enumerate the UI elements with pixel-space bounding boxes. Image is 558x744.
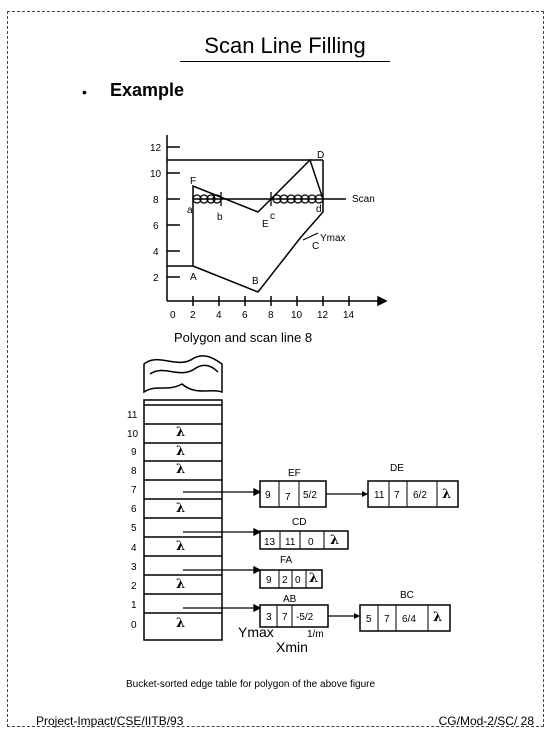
edge-label: AB <box>283 594 297 605</box>
y-tick-label: 6 <box>153 221 159 232</box>
vertex-label-b: B <box>252 276 259 287</box>
edge-label: BC <box>400 590 414 601</box>
null-marker: λ <box>176 539 186 554</box>
null-marker: λ <box>176 444 186 459</box>
edge-list-ef <box>260 468 368 507</box>
edge-cell: 5/2 <box>303 490 317 501</box>
row-label: 2 <box>131 581 137 592</box>
edge-cell: 7 <box>384 614 390 625</box>
row-label: 1 <box>131 600 137 611</box>
vertex-label-f: F <box>190 176 197 187</box>
vertex-label-e: E <box>262 219 269 230</box>
slide-title: Scan Line Filling <box>180 32 390 62</box>
row-label: 5 <box>131 523 137 534</box>
null-marker: λ <box>176 462 186 477</box>
edge-cell: 0 <box>295 575 301 586</box>
polygon-caption: Polygon and scan line 8 <box>174 330 313 345</box>
y-tick-label: 12 <box>150 143 162 154</box>
x-tick-label: 12 <box>317 310 329 321</box>
row-label: 8 <box>131 466 137 477</box>
edge-label: DE <box>390 463 404 474</box>
row-label: 10 <box>127 429 139 440</box>
row-label: 6 <box>131 504 137 515</box>
row-label: 0 <box>131 620 137 631</box>
x-tick-label: 0 <box>170 310 176 321</box>
null-marker: λ <box>176 616 186 631</box>
row-label: 3 <box>131 562 137 573</box>
edge-list-fa <box>260 555 322 588</box>
y-tick-label: 8 <box>153 195 159 206</box>
footer-page: CG/Mod-2/SC/ 28 <box>438 714 534 728</box>
x-tick-label: 8 <box>268 310 274 321</box>
edge-cell: 6/2 <box>413 490 427 501</box>
edge-table-caption: Bucket-sorted edge table for polygon of the above figure <box>126 679 376 690</box>
null-marker: λ <box>176 425 186 440</box>
edge-table <box>144 356 222 640</box>
null-marker: λ <box>433 610 443 625</box>
edge-list-cd <box>260 517 348 549</box>
edge-label: EF <box>288 468 301 479</box>
x-tick-label: 10 <box>291 310 303 321</box>
footer-course: Project-Impact/CSE/IITB/93 <box>36 714 184 728</box>
edge-cell: 6/4 <box>402 614 416 625</box>
edge-cell: 3 <box>266 612 272 623</box>
scan-label: Scan <box>352 194 375 205</box>
x-tick-label: 14 <box>343 310 355 321</box>
null-marker: λ <box>176 577 186 592</box>
field-label-slope: 1/m <box>307 629 324 640</box>
edge-list-ab <box>260 594 360 627</box>
y-tick-label: 2 <box>153 273 159 284</box>
edge-label: FA <box>280 555 293 566</box>
y-tick-labels <box>150 143 162 284</box>
field-label-ymax: Ymax <box>238 624 274 640</box>
x-tick-label: 6 <box>242 310 248 321</box>
field-label-xmin: Xmin <box>276 639 308 655</box>
bullet: • <box>82 84 87 100</box>
torn-top <box>144 356 222 392</box>
null-marker: λ <box>330 533 340 548</box>
example-label: Example <box>110 80 185 100</box>
edge-cell: 7 <box>285 492 291 503</box>
null-marker: λ <box>309 571 319 586</box>
polygon-outline <box>193 160 323 292</box>
vertex-label-c: C <box>312 241 320 252</box>
ymax-label: Ymax <box>320 233 346 244</box>
null-marker: λ <box>176 501 186 516</box>
intersection-label: d <box>316 204 322 215</box>
null-marker: λ <box>442 487 452 502</box>
bucket-row-labels <box>127 410 139 631</box>
edge-list-bc <box>360 590 450 631</box>
polygon-figure <box>167 135 386 306</box>
intersection-label: b <box>217 212 223 223</box>
vertex-label-a: A <box>190 272 197 283</box>
edge-cell: 2 <box>282 575 288 586</box>
row-label: 9 <box>131 447 137 458</box>
edge-cell: 0 <box>308 537 314 548</box>
row-label: 11 <box>127 410 138 421</box>
intersection-label: a <box>187 205 193 216</box>
edge-cell: 11 <box>374 490 385 501</box>
x-tick-label: 2 <box>190 310 196 321</box>
edge-cell: -5/2 <box>296 612 314 623</box>
x-tick-label: 4 <box>216 310 222 321</box>
row-label: 4 <box>131 543 137 554</box>
edge-cell: 13 <box>264 537 276 548</box>
row-label: 7 <box>131 485 137 496</box>
edge-cell: 7 <box>394 490 400 501</box>
intersection-label: c <box>270 211 275 222</box>
x-tick-labels <box>170 310 355 321</box>
edge-cell: 5 <box>366 614 372 625</box>
y-tick-label: 4 <box>153 247 159 258</box>
vertex-label-d: D <box>317 150 325 161</box>
edge-cell: 11 <box>285 537 296 548</box>
edge-cell: 7 <box>282 612 288 623</box>
edge-cell: 9 <box>265 490 271 501</box>
bucket-null-markers <box>176 425 185 631</box>
y-tick-label: 10 <box>150 169 162 180</box>
edge-cell: 9 <box>266 575 272 586</box>
edge-list-de <box>368 463 458 507</box>
x-axis-arrow <box>378 297 386 305</box>
edge-label: CD <box>292 517 307 528</box>
